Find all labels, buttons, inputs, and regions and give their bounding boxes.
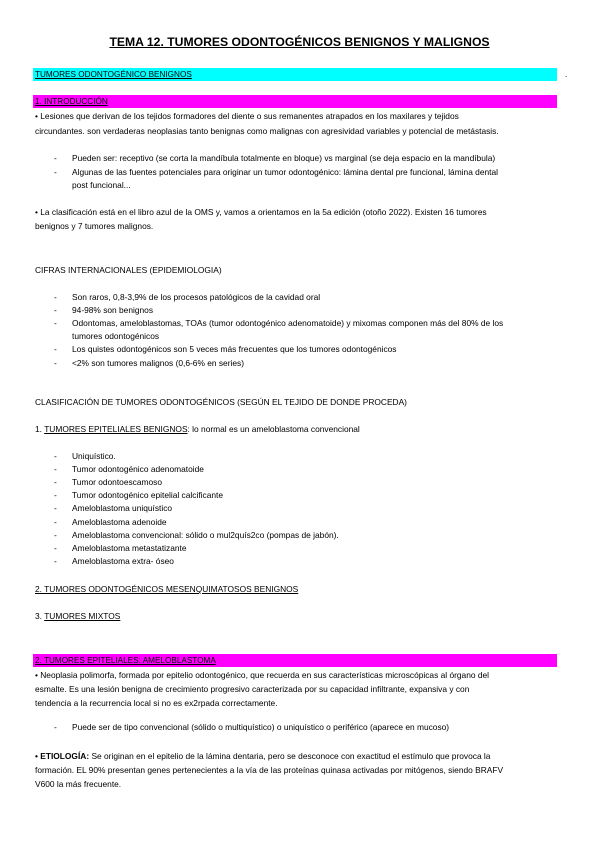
section-bar-benignos — [33, 68, 568, 81]
epiteliales-number: 1. — [35, 424, 42, 434]
section-label-benignos: TUMORES ODONTOGÉNICO BENIGNOS — [35, 70, 192, 79]
etiologia-text: Se originan en el epitelio de la lámina dentaria, pero se desconoce con exactitud el estímulo que provoca la — [89, 751, 491, 761]
cifras-item: <2% son tumores malignos (0,6-6% en series) — [72, 358, 244, 368]
intro-bullet: Pueden ser: receptivo (se corta la mandíbula totalmente en bloque) vs marginal (se deja espacio en la mandíbula) — [72, 153, 496, 163]
etiologia-line: formación. EL 90% presentan genes pertenecientes a la vía de las proteínas quinasa activadas por mitógenos, siendo BRAFV — [35, 765, 504, 775]
bullet-dash: - — [54, 556, 57, 566]
cifras-item: Odontomas, ameloblastomas, TOAs (tumor odontogénico adenomatoide) y mixomas componen más del 80% de los — [72, 318, 504, 328]
clasificacion-item: Tumor odontoescamoso — [72, 477, 162, 487]
bullet-dash: - — [54, 167, 57, 177]
mixtos-label: TUMORES MIXTOS — [44, 611, 121, 621]
intro-paragraph-line: • Lesiones que derivan de los tejidos formadores del diente o sus remanentes atrapados en los maxilares y tejidos — [35, 111, 459, 121]
epiteliales-description: : lo normal es un ameloblastoma convencional — [187, 424, 360, 434]
heading-ameloblastoma: 2. TUMORES EPITELIALES: AMELOBLASTOMA — [35, 656, 216, 665]
bullet-dash: - — [54, 490, 57, 500]
cifras-item: 94-98% son benignos — [72, 305, 154, 315]
section-end-mark: . — [565, 70, 568, 79]
intro-bullet: Algunas de las fuentes potenciales para originar un tumor odontogénico: lámina dental pre funcional, lámina dental — [72, 167, 499, 177]
ameloblastoma-paragraph-line: tendencia a la recurrencia local si no es ex2rpada correctamente. — [35, 698, 278, 708]
bullet-dash: - — [54, 358, 57, 368]
epiteliales-line — [35, 424, 360, 435]
ameloblastoma-paragraph-line: esmalte. Es una lesión benigna de crecimiento progresivo caracterizada por su capacidad infiltrante, expansiva y con — [35, 684, 470, 694]
intro-paragraph-line: circundantes. son verdaderas neoplasias tanto benignas como malignas con agresividad variables y potencial de metástasis. — [35, 126, 499, 136]
intro-paragraph-line: benignos y 7 tumores malignos. — [35, 221, 154, 231]
bullet-dash: - — [54, 344, 57, 354]
bullet-dash: - — [54, 292, 57, 302]
page-title: TEMA 12. TUMORES ODONTOGÉNICOS BENIGNOS Y MALIGNOS — [109, 35, 490, 49]
bullet-dash: - — [54, 464, 57, 474]
mixtos-line — [35, 611, 120, 622]
cifras-item: Los quistes odontogénicos son 5 veces más frecuentes que los tumores odontogénicos — [72, 344, 397, 354]
heading-introduccion: 1. INTRODUCCIÓN — [35, 97, 108, 106]
clasificacion-item: Ameloblastoma metastatizante — [72, 543, 187, 553]
ameloblastoma-bullet: Puede ser de tipo convencional (sólido o multiquístico) o uniquístico o periférico (aparece en mucoso) — [72, 722, 450, 732]
bullet-dash: - — [54, 305, 57, 315]
clasificacion-item: Tumor odontogénico adenomatoide — [72, 464, 204, 474]
clasificacion-item: Ameloblastoma adenoide — [72, 517, 167, 527]
intro-paragraph-line: • La clasificación está en el libro azul de la OMS y, vamos a orientamos en la 5a edición (otoño 2022). Existen 16 tumores — [35, 207, 487, 217]
clasificacion-item: Tumor odontogénico epitelial calcificante — [72, 490, 223, 500]
bullet-dash: - — [54, 477, 57, 487]
clasificacion-item: Ameloblastoma extra- óseo — [72, 556, 174, 566]
epiteliales-label: TUMORES EPITELIALES BENIGNOS — [44, 424, 188, 434]
intro-bullet-continuation: post funcional... — [72, 180, 131, 190]
bullet-dash: - — [54, 451, 57, 461]
ameloblastoma-paragraph-line: • Neoplasia polimorfa, formada por epitelio odontogénico, que recuerda en sus características microscópicas al órgano del — [35, 670, 490, 680]
etiologia-label: • ETIOLOGÍA: — [35, 751, 90, 761]
bullet-dash: - — [54, 517, 57, 527]
bullet-dash: - — [54, 153, 57, 163]
clasificacion-item: Ameloblastoma convencional: sólido o mul2quís2co (pompas de jabón). — [72, 530, 339, 540]
heading-clasificacion: CLASIFICACIÓN DE TUMORES ODONTOGÉNICOS (SEGÚN EL TEJIDO DE DONDE PROCEDA) — [35, 397, 407, 407]
bullet-dash: - — [54, 318, 57, 328]
clasificacion-item: Uniquístico. — [72, 451, 116, 461]
etiologia-line: V600 la más frecuente. — [35, 779, 122, 789]
bullet-dash: - — [54, 543, 57, 553]
clasificacion-item: Ameloblastoma uniquístico — [72, 503, 173, 513]
heading-cifras: CIFRAS INTERNACIONALES (EPIDEMIOLOGIA) — [35, 265, 222, 275]
bullet-dash: - — [54, 503, 57, 513]
heading-mesenquimatosos: 2. TUMORES ODONTOGÉNICOS MESENQUIMATOSOS BENIGNOS — [35, 584, 299, 594]
mixtos-number: 3. — [35, 611, 42, 621]
etiologia-line — [35, 751, 490, 762]
cifras-item-continuation: tumores odontogénicos — [72, 331, 160, 341]
bullet-dash: - — [54, 722, 57, 732]
cifras-item: Son raros, 0,8-3,9% de los procesos patológicos de la cavidad oral — [72, 292, 321, 302]
bullet-dash: - — [54, 530, 57, 540]
heading-bar-ameloblastoma — [33, 654, 557, 667]
heading-bar-introduccion — [33, 95, 557, 108]
